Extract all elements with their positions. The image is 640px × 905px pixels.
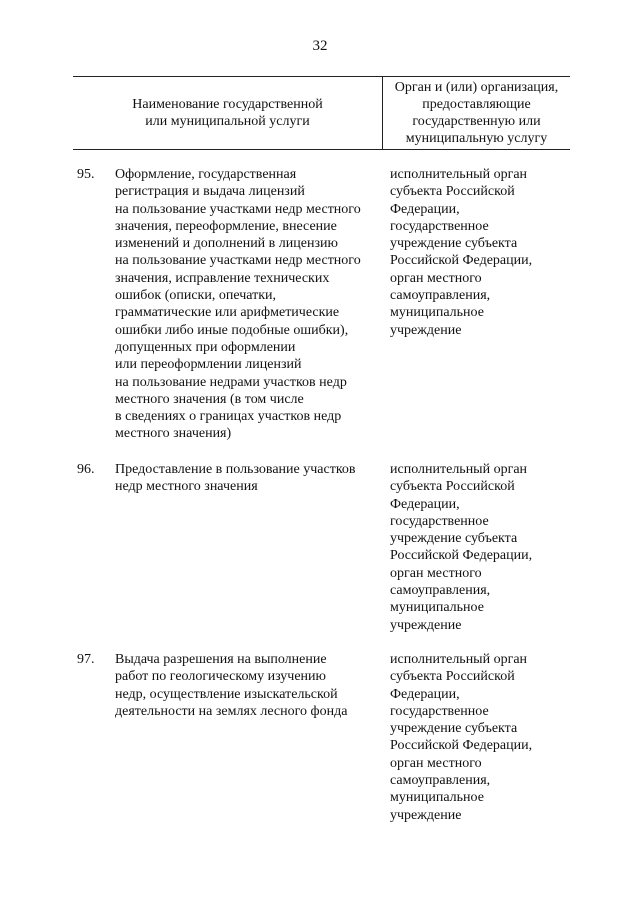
page-number: 32: [312, 38, 328, 54]
row-organization: исполнительный орган субъекта Российской Федерации, государственное учреждение субъекта Российской Федерации, орган местного самоуправления, муниципальное учреждение: [390, 652, 533, 823]
header-service-name: Наименование государственной или муниципальной услуги: [132, 97, 323, 129]
row-service-name: Выдача разрешения на выполнение работ по геологическому изучению недр, осуществление изыскательской деятельности на землях лесного фонда: [115, 652, 348, 719]
row-organization: исполнительный орган субъекта Российской Федерации, государственное учреждение субъекта Российской Федерации, орган местного самоуправления, муниципальное учреждение: [390, 462, 533, 633]
row-number: 97.: [77, 652, 95, 667]
row-number: 96.: [77, 462, 95, 477]
header-organization: Орган и (или) организация, предоставляющие государственную или муниципальную услугу: [394, 80, 559, 146]
row-service-name: Оформление, государственная регистрация и выдача лицензий на пользование участками недр местного значения, переоформление, внесение изменений и дополнений в лицензию на пользование участками недр местного значения, исправление технических ошибок (описки, опечатки, грамматические или арифметические ошибки либо иные подобные ошибки), допущенных при оформлении или переоформлении лицензий на пользование недрами участков недр местного значения (в том числе в сведениях о границах участков недр местного значения): [115, 167, 361, 442]
table-header: [73, 76, 570, 150]
row-number: 95.: [77, 167, 95, 182]
row-organization: исполнительный орган субъекта Российской Федерации, государственное учреждение субъекта Российской Федерации, орган местного самоуправления, муниципальное учреждение: [390, 167, 533, 338]
row-service-name: Предоставление в пользование участков недр местного значения: [115, 462, 356, 495]
